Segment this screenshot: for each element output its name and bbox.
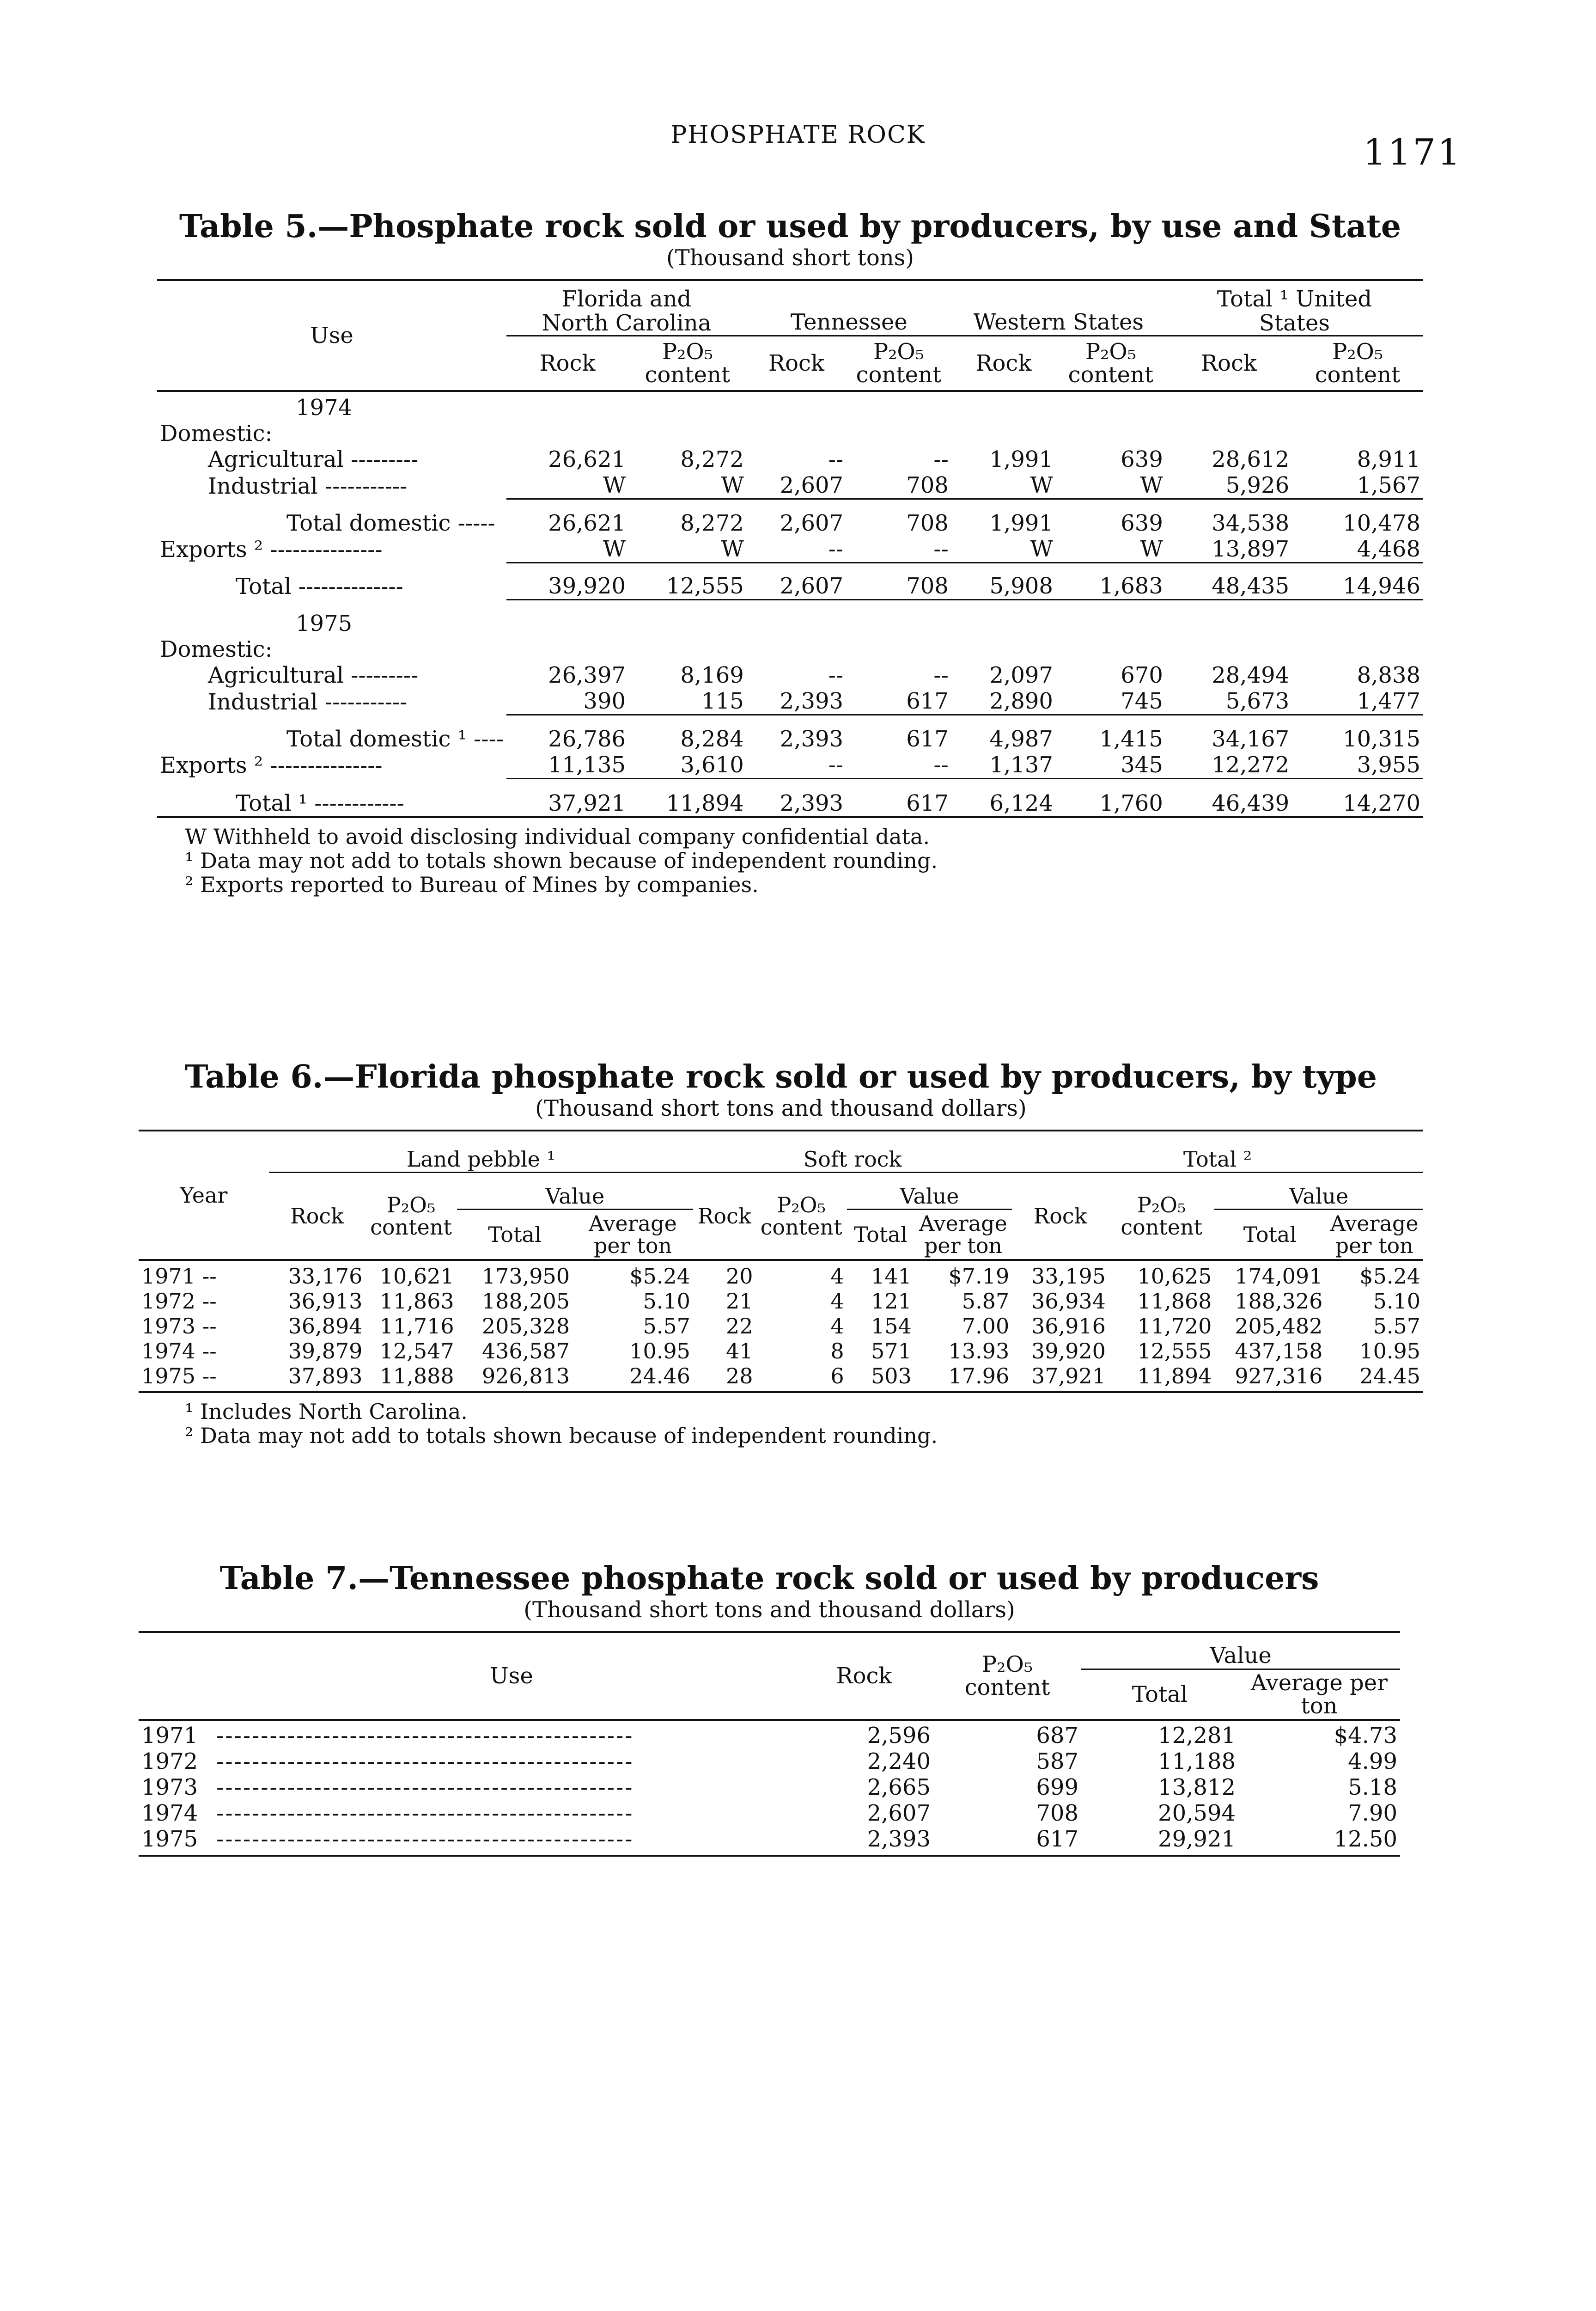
cell: 2,607	[747, 562, 846, 599]
cell: 2,240	[867, 1749, 931, 1774]
table-7	[139, 1631, 1400, 1857]
table-row	[139, 1363, 1423, 1388]
cell: 10,478	[1292, 499, 1423, 536]
cell: 11,888	[379, 1363, 454, 1388]
cell: 33,195	[1031, 1264, 1106, 1289]
col-total: Total	[1132, 1681, 1188, 1707]
cell: 141	[871, 1264, 912, 1289]
cell: 5,926	[1225, 472, 1290, 498]
table-5	[157, 279, 1423, 818]
cell: 37,893	[288, 1363, 363, 1388]
cell: 687	[1036, 1723, 1078, 1749]
cell: 37,921	[1031, 1363, 1106, 1388]
cell: 5.57	[643, 1314, 690, 1339]
cell: $5.24	[1359, 1264, 1420, 1289]
table-5-subtitle: (Thousand short tons)	[666, 245, 914, 271]
dot-leader: -----------------------------------------------	[216, 1749, 634, 1774]
cell: 4	[830, 1314, 844, 1339]
cell: 5.57	[1373, 1314, 1420, 1339]
cell: 617	[846, 715, 951, 752]
cell: 3,955	[1357, 752, 1420, 778]
cell: 10,315	[1292, 715, 1423, 752]
row-year: 1974 --	[141, 1339, 217, 1363]
cell: W	[721, 536, 744, 562]
row-label: Industrial -----------	[208, 689, 408, 715]
cell: 1,567	[1357, 472, 1420, 498]
cell: 36,934	[1031, 1289, 1106, 1314]
section-year: 1975	[296, 611, 353, 636]
row-year	[139, 1800, 795, 1826]
table-5-group-header: Florida and North Carolina	[506, 280, 747, 336]
cell: 11,720	[1137, 1314, 1212, 1339]
table-6-group-header: Total ²	[1012, 1131, 1423, 1172]
table-6-year-header: Year	[180, 1183, 228, 1208]
cell: 926,813	[481, 1363, 570, 1388]
cell: 46,439	[1166, 778, 1292, 817]
table-row	[139, 1289, 1423, 1314]
row-label: Exports ² ---------------	[160, 752, 383, 778]
cell: 5.18	[1348, 1774, 1397, 1800]
cell: 8,169	[680, 662, 744, 688]
cell: 28,494	[1212, 662, 1290, 688]
cell: 12,281	[1158, 1723, 1236, 1749]
cell: 745	[1121, 688, 1163, 714]
row-label: Total domestic ¹ ----	[286, 726, 504, 752]
row-label: Exports ² ---------------	[160, 537, 383, 562]
cell: 188,326	[1235, 1289, 1323, 1314]
cell: 39,879	[288, 1339, 363, 1363]
table-6-subtitle: (Thousand short tons and thousand dollars)	[535, 1095, 1027, 1121]
cell: 5.87	[962, 1289, 1010, 1314]
cell: 11,868	[1137, 1289, 1212, 1314]
cell: 1,477	[1357, 688, 1420, 714]
cell: 4	[830, 1289, 844, 1314]
table-row	[157, 662, 1423, 688]
cell: --	[828, 662, 844, 688]
col-p2o5: P₂O₅ content	[760, 1192, 842, 1240]
cell: $7.19	[948, 1264, 1010, 1289]
cell: $5.24	[629, 1264, 690, 1289]
col-rock: Rock	[1033, 1203, 1087, 1229]
cell: 1,415	[1056, 715, 1166, 752]
col-average: Average per ton	[919, 1211, 1007, 1258]
cell: 10,625	[1137, 1264, 1212, 1289]
section-year: 1974	[296, 395, 353, 421]
cell: 708	[846, 499, 951, 536]
cell: 2,393	[747, 715, 846, 752]
cell: --	[828, 446, 844, 472]
cell: 34,167	[1166, 715, 1292, 752]
year-label: 1975	[141, 1826, 198, 1852]
cell: 4,987	[951, 715, 1056, 752]
row-year: 1975 --	[141, 1363, 217, 1388]
cell: 24.45	[1359, 1363, 1420, 1388]
cell: 29,921	[1158, 1826, 1236, 1852]
footnote: ¹ Includes North Carolina.	[185, 1399, 468, 1424]
table-row	[139, 1339, 1423, 1363]
table-6-group-header: Land pebble ¹	[269, 1131, 693, 1172]
cell: 13,812	[1158, 1774, 1236, 1800]
row-year	[139, 1826, 795, 1852]
col-value: Value	[1214, 1172, 1423, 1209]
cell: 587	[1036, 1749, 1078, 1774]
year-label: 1973	[141, 1774, 198, 1800]
cell: 205,328	[481, 1314, 570, 1339]
cell: 1,683	[1056, 562, 1166, 599]
cell: 37,921	[506, 778, 628, 817]
cell: 14,946	[1292, 562, 1423, 599]
cell: 8,284	[628, 715, 747, 752]
cell: 8,838	[1357, 662, 1420, 688]
table-row	[157, 472, 1423, 499]
col-rock: Rock	[836, 1663, 892, 1689]
cell: W	[1030, 536, 1053, 562]
cell: 20	[726, 1264, 753, 1289]
page-number: 1171	[1363, 132, 1462, 173]
cell: 12,555	[628, 562, 747, 599]
table-5-title: Table 5.—Phosphate rock sold or used by producers, by use and State	[179, 208, 1401, 245]
cell: 2,607	[780, 472, 844, 498]
cell: 13.93	[948, 1339, 1010, 1363]
cell: 36,894	[288, 1314, 363, 1339]
cell: 2,097	[989, 662, 1053, 688]
cell: 5.10	[643, 1289, 690, 1314]
cell: 11,716	[379, 1314, 454, 1339]
row-year	[139, 1749, 795, 1774]
table-row	[139, 1749, 1400, 1774]
col-p2o5: P₂O₅ content	[370, 1192, 452, 1240]
cell: 639	[1121, 446, 1163, 472]
row-year: 1972 --	[141, 1289, 217, 1314]
table-6-block	[139, 1058, 1423, 1448]
cell: 12,272	[1212, 752, 1290, 778]
cell: 10,621	[379, 1264, 454, 1289]
table-row	[157, 562, 1423, 599]
row-label: Agricultural ---------	[208, 662, 419, 688]
col-p2o5: P₂O₅ content	[645, 338, 731, 388]
domestic-label: Domestic:	[160, 636, 273, 662]
cell: W	[1030, 472, 1053, 498]
cell: 188,205	[481, 1289, 570, 1314]
cell: 436,587	[481, 1339, 570, 1363]
row-year	[139, 1774, 795, 1800]
row-label: Industrial -----------	[208, 473, 408, 499]
table-row	[139, 1260, 1423, 1289]
cell: 708	[1036, 1800, 1078, 1826]
table-6-group-header: Soft rock	[693, 1131, 1012, 1172]
cell: 26,397	[548, 662, 626, 688]
table-5-group-header: Total ¹ United States	[1166, 280, 1423, 336]
cell: 13,897	[1212, 536, 1290, 562]
table-row	[157, 715, 1423, 752]
cell: 174,091	[1235, 1264, 1323, 1289]
table-7-title: Table 7.—Tennessee phosphate rock sold or used by producers	[219, 1560, 1319, 1597]
cell: --	[828, 752, 844, 778]
cell: 22	[726, 1314, 753, 1339]
table-7-block	[139, 1560, 1400, 1857]
cell: 2,607	[747, 499, 846, 536]
cell: 205,482	[1235, 1314, 1323, 1339]
cell: --	[828, 536, 844, 562]
cell: 8	[830, 1339, 844, 1363]
cell: 34,538	[1166, 499, 1292, 536]
cell: 437,158	[1235, 1339, 1323, 1363]
cell: --	[933, 662, 949, 688]
cell: 39,920	[1031, 1339, 1106, 1363]
table-5-footnotes	[157, 825, 1423, 897]
col-value: Value	[1081, 1632, 1400, 1669]
cell: 154	[871, 1314, 912, 1339]
dot-leader: -----------------------------------------------	[216, 1826, 634, 1852]
row-label: Agricultural ---------	[208, 446, 419, 472]
cell: $4.73	[1334, 1723, 1397, 1749]
col-p2o5: P₂O₅ content	[1315, 338, 1401, 388]
cell: 503	[871, 1363, 912, 1388]
cell: 21	[726, 1289, 753, 1314]
cell: W	[1140, 536, 1163, 562]
cell: 1,760	[1056, 778, 1166, 817]
dot-leader: -----------------------------------------------	[216, 1723, 634, 1749]
table-7-use-header: Use	[490, 1663, 533, 1689]
table-row	[157, 446, 1423, 472]
cell: 390	[583, 688, 626, 714]
cell: 4	[830, 1264, 844, 1289]
cell: 6	[830, 1363, 844, 1388]
cell: 4,468	[1357, 536, 1420, 562]
table-row	[157, 752, 1423, 779]
col-average: Average per ton	[1330, 1211, 1419, 1258]
cell: 11,135	[548, 752, 626, 778]
cell: 33,176	[288, 1264, 363, 1289]
cell: 4.99	[1348, 1749, 1397, 1774]
col-rock: Rock	[1201, 350, 1257, 376]
cell: 639	[1056, 499, 1166, 536]
col-average: Average per ton	[1250, 1669, 1388, 1719]
cell: 2,393	[780, 688, 844, 714]
dot-leader: -----------------------------------------------	[216, 1800, 634, 1826]
cell: 699	[1036, 1774, 1078, 1800]
cell: 1,991	[989, 446, 1053, 472]
col-value: Value	[457, 1172, 693, 1209]
footnote: ¹ Data may not add to totals shown because of independent rounding.	[185, 848, 938, 873]
col-total: Total	[1243, 1222, 1297, 1247]
table-6	[139, 1130, 1423, 1393]
cell: 36,916	[1031, 1314, 1106, 1339]
cell: 11,894	[628, 778, 747, 817]
cell: --	[933, 446, 949, 472]
table-row	[139, 1720, 1400, 1749]
table-row	[157, 688, 1423, 715]
row-label: Total --------------	[236, 574, 403, 599]
cell: 11,188	[1158, 1749, 1236, 1774]
running-title: PHOSPHATE ROCK	[670, 121, 926, 149]
cell: W	[1140, 472, 1163, 498]
cell: 14,270	[1292, 778, 1423, 817]
cell: --	[933, 752, 949, 778]
cell: 2,607	[867, 1800, 931, 1826]
col-average: Average per ton	[589, 1211, 677, 1258]
cell: 8,911	[1357, 446, 1420, 472]
col-p2o5: P₂O₅ content	[964, 1651, 1050, 1700]
table-row	[157, 499, 1423, 536]
col-total: Total	[854, 1222, 908, 1247]
cell: 3,610	[680, 752, 744, 778]
cell: 708	[906, 472, 949, 498]
table-row	[139, 1826, 1400, 1852]
footnote: ² Exports reported to Bureau of Mines by companies.	[185, 872, 759, 897]
table-5-use-header: Use	[157, 280, 506, 391]
cell: W	[603, 472, 626, 498]
cell: 5.10	[1373, 1289, 1420, 1314]
table-5-block	[157, 208, 1423, 897]
cell: 26,621	[506, 499, 628, 536]
row-year: 1973 --	[141, 1314, 217, 1339]
col-rock: Rock	[539, 350, 596, 376]
table-7-subtitle: (Thousand short tons and thousand dollars)	[524, 1597, 1015, 1623]
cell: 6,124	[951, 778, 1056, 817]
cell: 17.96	[948, 1363, 1010, 1388]
cell: 115	[701, 688, 744, 714]
cell: 11,863	[379, 1289, 454, 1314]
cell: 2,393	[747, 778, 846, 817]
cell: W	[603, 536, 626, 562]
table-row	[139, 1800, 1400, 1826]
cell: 617	[846, 778, 951, 817]
row-label: Total domestic -----	[286, 510, 495, 536]
cell: 26,621	[548, 446, 626, 472]
table-row	[139, 1774, 1400, 1800]
cell: 1,137	[989, 752, 1053, 778]
dot-leader: -----------------------------------------------	[216, 1774, 634, 1800]
cell: 8,272	[680, 446, 744, 472]
cell: 5,908	[951, 562, 1056, 599]
cell: 28,612	[1212, 446, 1290, 472]
year-label: 1971	[141, 1723, 198, 1749]
cell: 121	[871, 1289, 912, 1314]
cell: 2,890	[989, 688, 1053, 714]
cell: 173,950	[481, 1264, 570, 1289]
cell: 617	[906, 688, 949, 714]
table-row	[139, 1314, 1423, 1339]
col-rock: Rock	[975, 350, 1032, 376]
cell: 41	[726, 1339, 753, 1363]
col-rock: Rock	[697, 1203, 751, 1229]
cell: 10.95	[1359, 1339, 1420, 1363]
col-p2o5: P₂O₅ content	[1068, 338, 1154, 388]
cell: 617	[1036, 1826, 1078, 1852]
row-year: 1971 --	[141, 1264, 217, 1289]
table-6-footnotes	[139, 1400, 1423, 1448]
table-row	[157, 536, 1423, 563]
col-p2o5: P₂O₅ content	[856, 338, 942, 388]
cell: 10.95	[629, 1339, 690, 1363]
domestic-label: Domestic:	[160, 421, 273, 446]
cell: --	[933, 536, 949, 562]
cell: W	[721, 472, 744, 498]
row-year	[139, 1720, 795, 1749]
cell: 2,596	[867, 1723, 931, 1749]
col-rock: Rock	[768, 350, 824, 376]
cell: 20,594	[1158, 1800, 1236, 1826]
cell: 11,894	[1137, 1363, 1212, 1388]
cell: 26,786	[506, 715, 628, 752]
footnote: W Withheld to avoid disclosing individual company confidential data.	[185, 824, 930, 849]
cell: 708	[846, 562, 951, 599]
cell: 2,393	[867, 1826, 931, 1852]
cell: 5,673	[1225, 688, 1290, 714]
cell: 2,665	[867, 1774, 931, 1800]
cell: 1,991	[951, 499, 1056, 536]
cell: 12.50	[1334, 1826, 1397, 1852]
cell: 670	[1121, 662, 1163, 688]
col-rock: Rock	[290, 1203, 344, 1229]
year-label: 1974	[141, 1800, 198, 1826]
col-total: Total	[488, 1222, 542, 1247]
row-label: Total ¹ ------------	[236, 790, 404, 816]
table-6-title: Table 6.—Florida phosphate rock sold or used by producers, by type	[184, 1058, 1377, 1095]
cell: 8,272	[628, 499, 747, 536]
cell: 7.90	[1348, 1800, 1397, 1826]
cell: 28	[726, 1363, 753, 1388]
footnote: ² Data may not add to totals shown because of independent rounding.	[185, 1423, 938, 1448]
cell: 39,920	[506, 562, 628, 599]
cell: 12,555	[1137, 1339, 1212, 1363]
table-5-group-header: Tennessee	[747, 280, 951, 336]
table-row	[157, 778, 1423, 817]
year-label: 1972	[141, 1749, 198, 1774]
cell: 571	[871, 1339, 912, 1363]
cell: 345	[1121, 752, 1163, 778]
cell: 24.46	[629, 1363, 690, 1388]
col-p2o5: P₂O₅ content	[1121, 1192, 1203, 1240]
cell: 12,547	[379, 1339, 454, 1363]
table-5-group-header: Western States	[951, 280, 1166, 336]
cell: 7.00	[962, 1314, 1010, 1339]
cell: 48,435	[1166, 562, 1292, 599]
cell: 927,316	[1235, 1363, 1323, 1388]
col-value: Value	[847, 1172, 1012, 1209]
cell: 36,913	[288, 1289, 363, 1314]
